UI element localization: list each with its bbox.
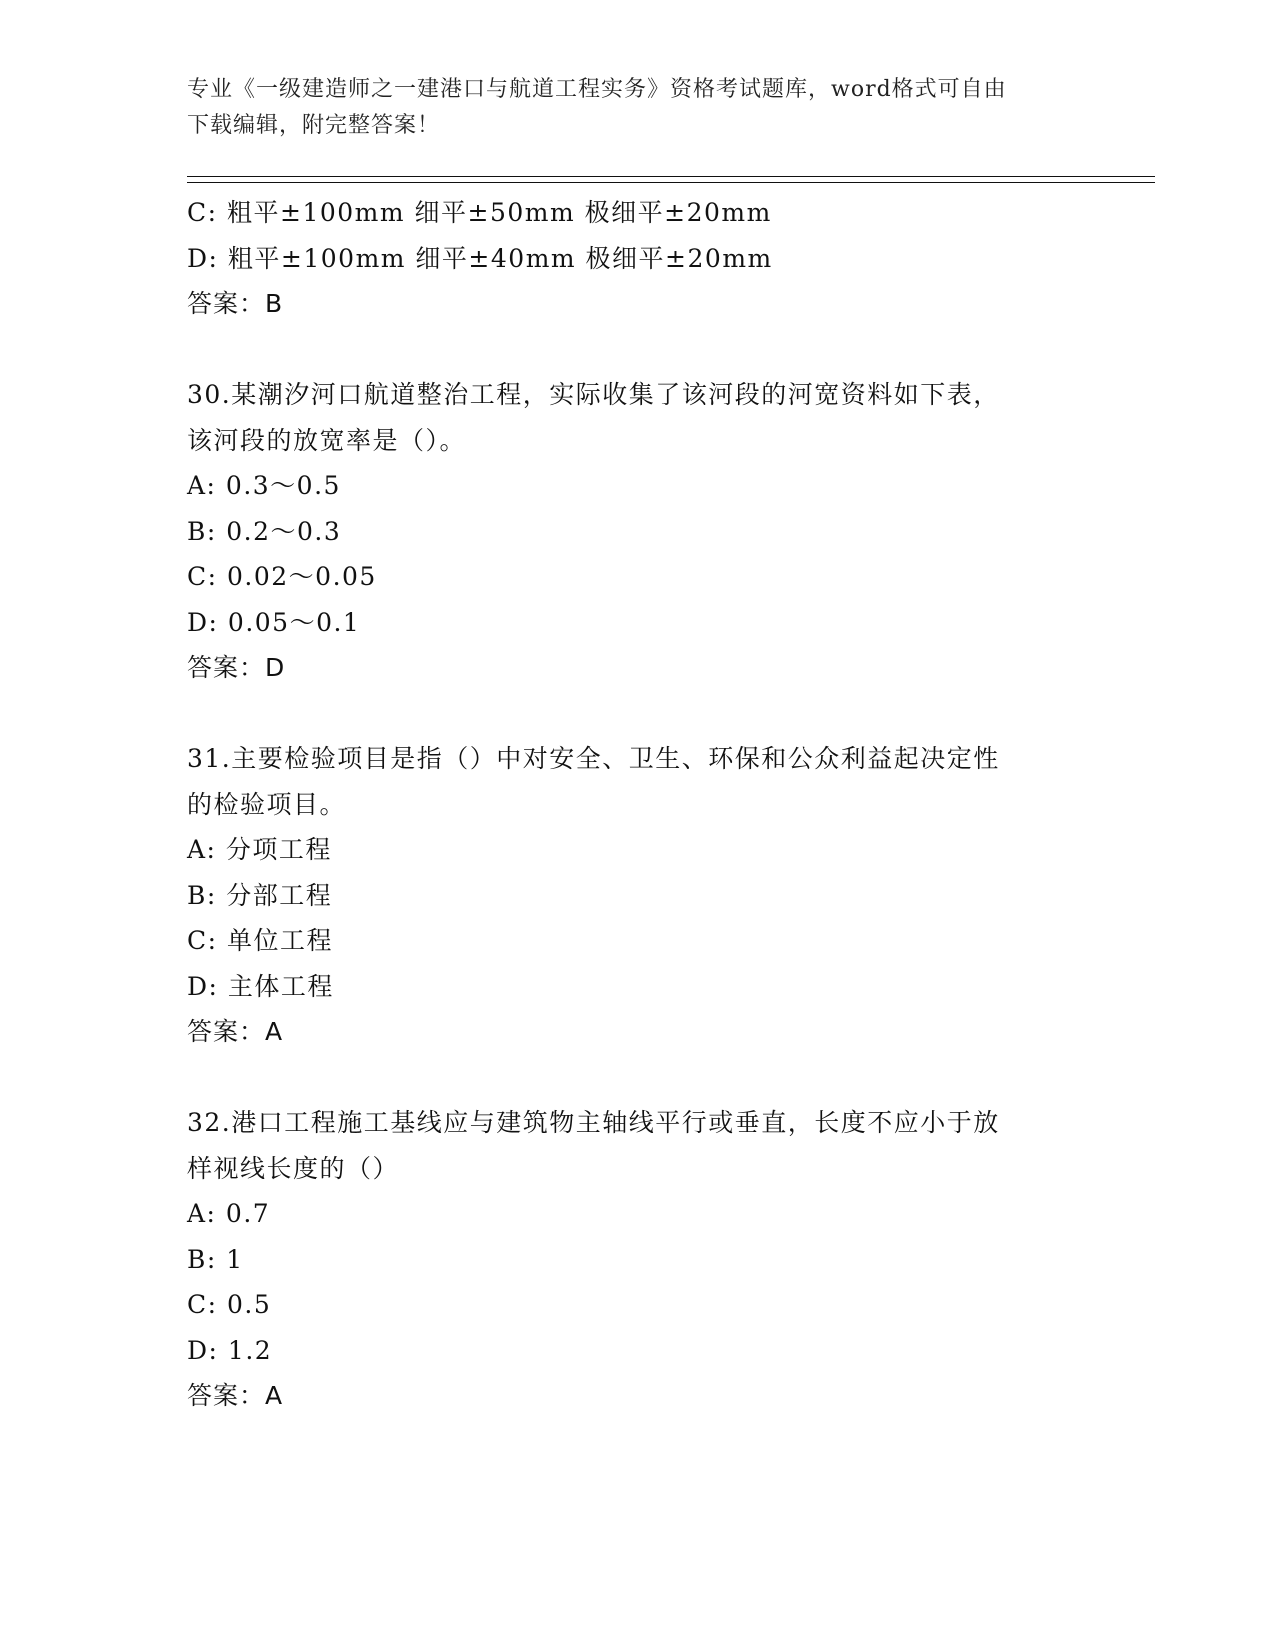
header-divider-top [187, 176, 1155, 177]
option-d: D: 0.05～0.1 [187, 607, 361, 637]
question-31 [187, 736, 1087, 1055]
option-b: B: 0.2～0.3 [187, 516, 342, 546]
header-line-2: 下载编辑，附完整答案！ [187, 113, 441, 138]
spacer [187, 691, 1087, 737]
option-b: B: 1 [187, 1244, 244, 1274]
option-d: D: 主体工程 [187, 971, 334, 1001]
option-a: A: 0.7 [187, 1199, 271, 1228]
question-stem-line: 32.港口工程施工基线应与建筑物主轴线平行或垂直，长度不应小于放 [187, 1108, 1000, 1137]
question-30 [187, 372, 1087, 691]
option-c: C: 0.02～0.05 [187, 562, 377, 591]
answer-line: 答案：D [187, 653, 286, 682]
answer-line: 答案：A [187, 1017, 284, 1046]
option-b: B: 分部工程 [187, 880, 333, 910]
spacer [187, 327, 1087, 373]
option-d: D: 1.2 [187, 1335, 273, 1365]
answer-line: 答案：B [187, 289, 284, 318]
question-stem-line: 的检验项目。 [187, 789, 347, 819]
question-list [187, 190, 1087, 1419]
option-c: C: 0.5 [187, 1290, 272, 1319]
header-divider-bottom [187, 182, 1155, 183]
answer-line: 答案：A [187, 1381, 284, 1410]
header-line-1: 专业《一级建造师之一建港口与航道工程实务》资格考试题库，word格式可自由 [187, 77, 1007, 102]
question-stem-line: 30.某潮汐河口航道整治工程，实际收集了该河段的河宽资料如下表， [187, 380, 1000, 409]
question-stem-line: 样视线长度的（） [187, 1153, 400, 1183]
document-header [187, 72, 1067, 144]
question-stem-line: 31.主要检验项目是指（）中对安全、卫生、环保和公众利益起决定性 [187, 744, 1000, 773]
option-a: A: 0.3～0.5 [187, 471, 341, 500]
spacer [187, 1055, 1087, 1101]
question-32 [187, 1100, 1087, 1419]
option-d: D: 粗平±100mm 细平±40mm 极细平±20mm [187, 243, 773, 273]
question-29-tail [187, 190, 1087, 327]
option-c: C: 单位工程 [187, 926, 333, 955]
option-c: C: 粗平±100mm 细平±50mm 极细平±20mm [187, 198, 772, 227]
question-stem-line: 该河段的放宽率是（）。 [187, 425, 467, 455]
option-a: A: 分项工程 [187, 835, 332, 864]
